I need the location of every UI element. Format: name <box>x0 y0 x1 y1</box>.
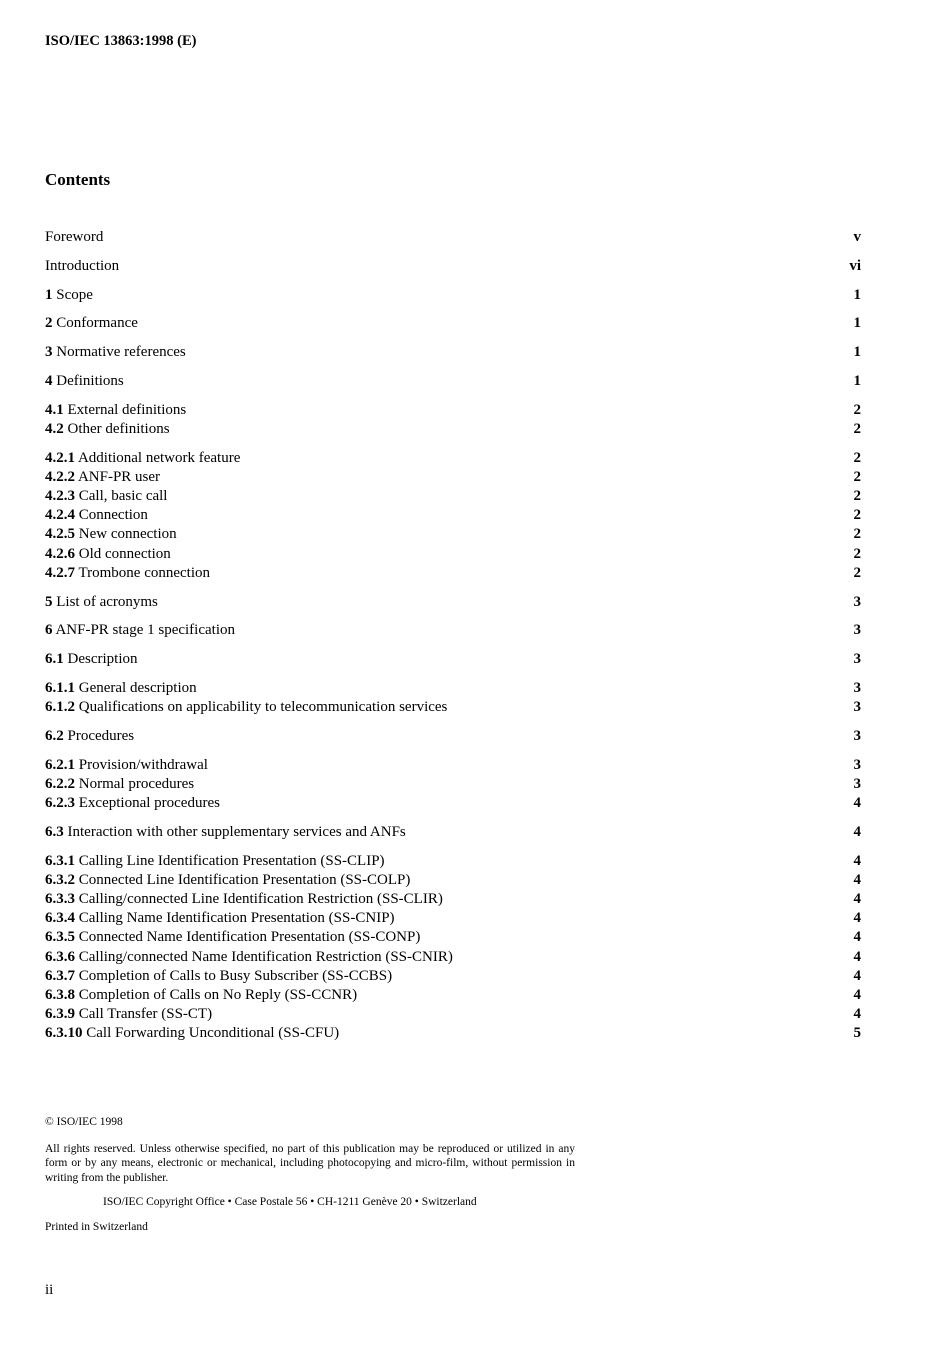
toc-entry-number: 6.2 <box>45 727 64 744</box>
toc-entry-page: 4 <box>853 910 861 927</box>
toc-entry-title: Calling Name Identification Presentation (SS-CNIP) <box>78 910 395 927</box>
toc-entry-page: 4 <box>853 852 861 869</box>
document-id-header: ISO/IEC 13863:1998 (E) <box>45 33 197 49</box>
table-of-contents <box>45 228 861 1053</box>
toc-entry-label <box>45 286 93 305</box>
toc-entry[interactable] <box>45 775 861 794</box>
toc-entry[interactable] <box>45 871 861 890</box>
toc-entry[interactable] <box>45 852 861 871</box>
toc-entry-label <box>45 650 137 669</box>
toc-entry-label <box>45 564 210 583</box>
toc-entry-title: Call Transfer (SS-CT) <box>78 1006 213 1023</box>
toc-entry-title: Other definitions <box>67 420 170 437</box>
toc-entry-title: Normal procedures <box>78 775 195 792</box>
toc-entry-number: 6.3.5 <box>45 929 75 946</box>
toc-entry-label <box>45 794 220 813</box>
toc-entry-number: 6.3.1 <box>45 852 75 869</box>
toc-entry-label <box>45 756 208 775</box>
toc-entry-title: Provision/withdrawal <box>78 756 208 773</box>
toc-group <box>45 823 861 842</box>
toc-entry-page: 3 <box>853 622 861 639</box>
toc-entry-number: 6.3.10 <box>45 1025 83 1042</box>
toc-entry-number: 4.2.4 <box>45 507 75 524</box>
printed-location: Printed in Switzerland <box>45 1220 148 1233</box>
toc-entry[interactable] <box>45 823 861 842</box>
toc-entry-title: Procedures <box>67 727 135 744</box>
toc-entry-title: Completion of Calls on No Reply (SS-CCNR) <box>78 986 358 1003</box>
toc-group <box>45 650 861 669</box>
toc-entry-label <box>45 928 420 947</box>
toc-entry-label <box>45 372 124 391</box>
toc-entry[interactable] <box>45 401 861 420</box>
toc-entry-label <box>45 871 410 890</box>
toc-entry-title: Definitions <box>56 372 124 389</box>
toc-entry[interactable] <box>45 449 861 468</box>
toc-entry-page: 2 <box>853 507 861 524</box>
toc-entry-page: 5 <box>853 1025 861 1042</box>
toc-entry-label <box>45 506 148 525</box>
toc-entry[interactable] <box>45 621 861 640</box>
toc-entry-page: 4 <box>853 929 861 946</box>
toc-entry-number: 1 <box>45 286 53 303</box>
toc-entry-page: v <box>853 229 861 245</box>
toc-entry-title: Qualifications on applicability to telecommunication services <box>78 699 448 716</box>
toc-entry-page: 2 <box>853 420 861 437</box>
toc-entry-label <box>45 852 385 871</box>
toc-entry-number: 4 <box>45 372 53 389</box>
toc-entry-label <box>45 967 392 986</box>
toc-entry-title: ANF-PR user <box>77 468 161 485</box>
toc-entry-page: 1 <box>853 372 861 389</box>
toc-entry-number: 4.2.2 <box>45 468 75 485</box>
toc-entry-page: 2 <box>853 564 861 581</box>
toc-entry-title: Connection <box>78 507 148 524</box>
toc-entry-label <box>45 545 171 564</box>
toc-entry-label <box>45 948 453 967</box>
toc-entry-number: 6.3.4 <box>45 910 75 927</box>
toc-entry-number: 6.2.2 <box>45 775 75 792</box>
toc-entry[interactable] <box>45 727 861 746</box>
toc-entry-title: Calling Line Identification Presentation (SS-CLIP) <box>78 852 385 869</box>
toc-entry[interactable] <box>45 1024 861 1043</box>
toc-entry-number: 4.2.3 <box>45 488 75 505</box>
toc-entry-label <box>45 257 119 276</box>
toc-entry[interactable] <box>45 928 861 947</box>
page-number: ii <box>45 1282 54 1298</box>
toc-entry[interactable] <box>45 909 861 928</box>
toc-entry-label <box>45 698 447 717</box>
toc-entry-label <box>45 890 443 909</box>
toc-entry-number: 6.3.8 <box>45 986 75 1003</box>
toc-entry-label <box>45 823 406 842</box>
toc-entry-number: 6.1.2 <box>45 699 75 716</box>
toc-entry-page: 2 <box>853 468 861 485</box>
toc-entry[interactable] <box>45 650 861 669</box>
toc-entry-label <box>45 343 186 362</box>
toc-entry-number: 6.3.9 <box>45 1006 75 1023</box>
toc-entry[interactable] <box>45 314 861 333</box>
toc-entry-page: 3 <box>853 593 861 610</box>
toc-entry-page: 2 <box>853 449 861 466</box>
toc-entry-page: 4 <box>853 795 861 812</box>
toc-entry[interactable] <box>45 1005 861 1024</box>
toc-entry[interactable] <box>45 525 861 544</box>
toc-entry-title: Scope <box>56 286 93 303</box>
toc-entry-page: 3 <box>853 651 861 668</box>
toc-entry-page: 4 <box>853 890 861 907</box>
toc-entry-title: Foreword <box>45 229 104 245</box>
toc-group <box>45 449 861 583</box>
toc-entry-number: 6.1.1 <box>45 679 75 696</box>
toc-group <box>45 727 861 746</box>
toc-entry-label <box>45 314 138 333</box>
toc-entry-label <box>45 727 134 746</box>
toc-group <box>45 372 861 391</box>
toc-entry-title: Additional network feature <box>77 449 241 466</box>
toc-entry-title: Completion of Calls to Busy Subscriber (SS-CCBS) <box>78 967 393 984</box>
toc-entry[interactable] <box>45 593 861 612</box>
toc-entry-title: Calling/connected Name Identification Restriction (SS-CNIR) <box>78 948 453 965</box>
toc-entry-page: 2 <box>853 526 861 543</box>
copyright-notice: © ISO/IEC 1998 <box>45 1116 123 1128</box>
toc-entry-title: General description <box>78 679 197 696</box>
toc-entry[interactable] <box>45 564 861 583</box>
toc-entry-page: 1 <box>853 286 861 303</box>
toc-group <box>45 756 861 814</box>
toc-entry[interactable] <box>45 698 861 717</box>
toc-entry[interactable] <box>45 986 861 1005</box>
toc-entry-number: 6.1 <box>45 651 64 668</box>
toc-entry[interactable] <box>45 756 861 775</box>
toc-entry[interactable] <box>45 506 861 525</box>
toc-entry[interactable] <box>45 967 861 986</box>
toc-entry-page: 1 <box>853 315 861 332</box>
toc-entry-title: External definitions <box>67 401 187 418</box>
copyright-footer <box>45 1115 575 1234</box>
toc-entry[interactable] <box>45 228 861 247</box>
toc-entry[interactable] <box>45 257 861 276</box>
toc-entry-title: Old connection <box>78 545 171 562</box>
toc-entry-label <box>45 986 357 1005</box>
toc-entry-page: vi <box>849 257 861 274</box>
toc-entry-page: 3 <box>853 727 861 744</box>
toc-entry-page: 3 <box>853 679 861 696</box>
toc-entry-number: 6.3.6 <box>45 948 75 965</box>
toc-entry-title: Calling/connected Line Identification Restriction (SS-CLIR) <box>78 890 443 907</box>
toc-entry-title: Introduction <box>45 257 120 274</box>
toc-group <box>45 228 861 247</box>
toc-entry-number: 6.3.7 <box>45 967 75 984</box>
toc-entry-page: 3 <box>853 756 861 773</box>
toc-entry-title: ANF-PR stage 1 specification <box>55 622 235 639</box>
toc-entry[interactable] <box>45 343 861 362</box>
toc-entry-title: Call, basic call <box>78 488 168 505</box>
toc-entry-title: Connected Name Identification Presentation (SS-CONP) <box>78 929 421 946</box>
toc-entry-number: 5 <box>45 593 53 610</box>
toc-entry-number: 4.2 <box>45 420 64 437</box>
copyright-office-address: ISO/IEC Copyright Office • Case Postale 56 • CH-1211 Genève 20 • Switzerland <box>103 1196 477 1208</box>
toc-entry-label <box>45 468 160 487</box>
toc-group <box>45 343 861 362</box>
toc-entry[interactable] <box>45 794 861 813</box>
toc-entry-page: 4 <box>853 871 861 888</box>
toc-entry-number: 4.2.6 <box>45 545 75 562</box>
toc-entry-page: 2 <box>853 545 861 562</box>
toc-entry[interactable] <box>45 420 861 439</box>
toc-entry-title: Connected Line Identification Presentation (SS-COLP) <box>78 871 411 888</box>
toc-entry-label <box>45 775 194 794</box>
toc-entry-label <box>45 228 103 247</box>
toc-group <box>45 401 861 439</box>
toc-entry-number: 6.3.2 <box>45 871 75 888</box>
toc-entry-label <box>45 909 395 928</box>
toc-group <box>45 679 861 717</box>
toc-entry-number: 4.1 <box>45 401 64 418</box>
toc-group <box>45 257 861 276</box>
rights-statement: All rights reserved. Unless otherwise specified, no part of this publication may be reproduced or utilized in any form or by any means, electronic or mechanical, including photocopying and micro-film, without permission in writing from the publisher. <box>45 1142 575 1184</box>
toc-entry[interactable] <box>45 679 861 698</box>
toc-entry-page: 4 <box>853 967 861 984</box>
toc-entry-title: Interaction with other supplementary services and ANFs <box>67 823 406 840</box>
toc-entry-title: Call Forwarding Unconditional (SS-CFU) <box>86 1025 340 1042</box>
toc-entry-label <box>45 449 240 468</box>
toc-entry-title: New connection <box>78 526 177 543</box>
toc-entry-label <box>45 1024 339 1043</box>
toc-entry[interactable] <box>45 948 861 967</box>
toc-group <box>45 286 861 305</box>
toc-entry[interactable] <box>45 286 861 305</box>
toc-entry[interactable] <box>45 372 861 391</box>
toc-entry-page: 2 <box>853 401 861 418</box>
toc-entry-number: 6 <box>45 622 53 639</box>
toc-entry-page: 3 <box>853 699 861 716</box>
toc-entry-label <box>45 593 158 612</box>
toc-entry-number: 2 <box>45 315 53 332</box>
toc-entry-page: 4 <box>853 823 861 840</box>
toc-entry-title: Description <box>67 651 138 668</box>
toc-entry[interactable] <box>45 890 861 909</box>
toc-group <box>45 852 861 1044</box>
toc-entry-page: 4 <box>853 986 861 1003</box>
toc-entry-title: Conformance <box>56 315 138 332</box>
toc-entry-number: 6.2.1 <box>45 756 75 773</box>
contents-title: Contents <box>45 170 111 189</box>
toc-entry-label <box>45 621 235 640</box>
toc-entry[interactable] <box>45 545 861 564</box>
toc-entry-label <box>45 679 197 698</box>
toc-entry-number: 4.2.5 <box>45 526 75 543</box>
toc-entry-page: 4 <box>853 1006 861 1023</box>
toc-entry-number: 3 <box>45 344 53 361</box>
toc-entry-label <box>45 487 167 506</box>
toc-entry-number: 6.3.3 <box>45 890 75 907</box>
toc-entry-number: 4.2.1 <box>45 449 75 466</box>
toc-group <box>45 621 861 640</box>
toc-entry-title: List of acronyms <box>56 593 158 610</box>
toc-entry-number: 6.3 <box>45 823 64 840</box>
toc-entry-label <box>45 525 177 544</box>
toc-entry-page: 4 <box>853 948 861 965</box>
toc-entry-number: 6.2.3 <box>45 795 75 812</box>
toc-entry-label <box>45 420 170 439</box>
toc-entry-page: 2 <box>853 488 861 505</box>
toc-entry-title: Normative references <box>56 344 186 361</box>
toc-entry-title: Trombone connection <box>78 564 210 581</box>
toc-entry-label <box>45 1005 212 1024</box>
toc-group <box>45 593 861 612</box>
toc-entry-number: 4.2.7 <box>45 564 75 581</box>
toc-entry[interactable] <box>45 487 861 506</box>
toc-entry-title: Exceptional procedures <box>78 795 220 812</box>
toc-entry-label <box>45 401 186 420</box>
toc-entry[interactable] <box>45 468 861 487</box>
toc-entry-page: 1 <box>853 344 861 361</box>
toc-entry-page: 3 <box>853 775 861 792</box>
toc-group <box>45 314 861 333</box>
